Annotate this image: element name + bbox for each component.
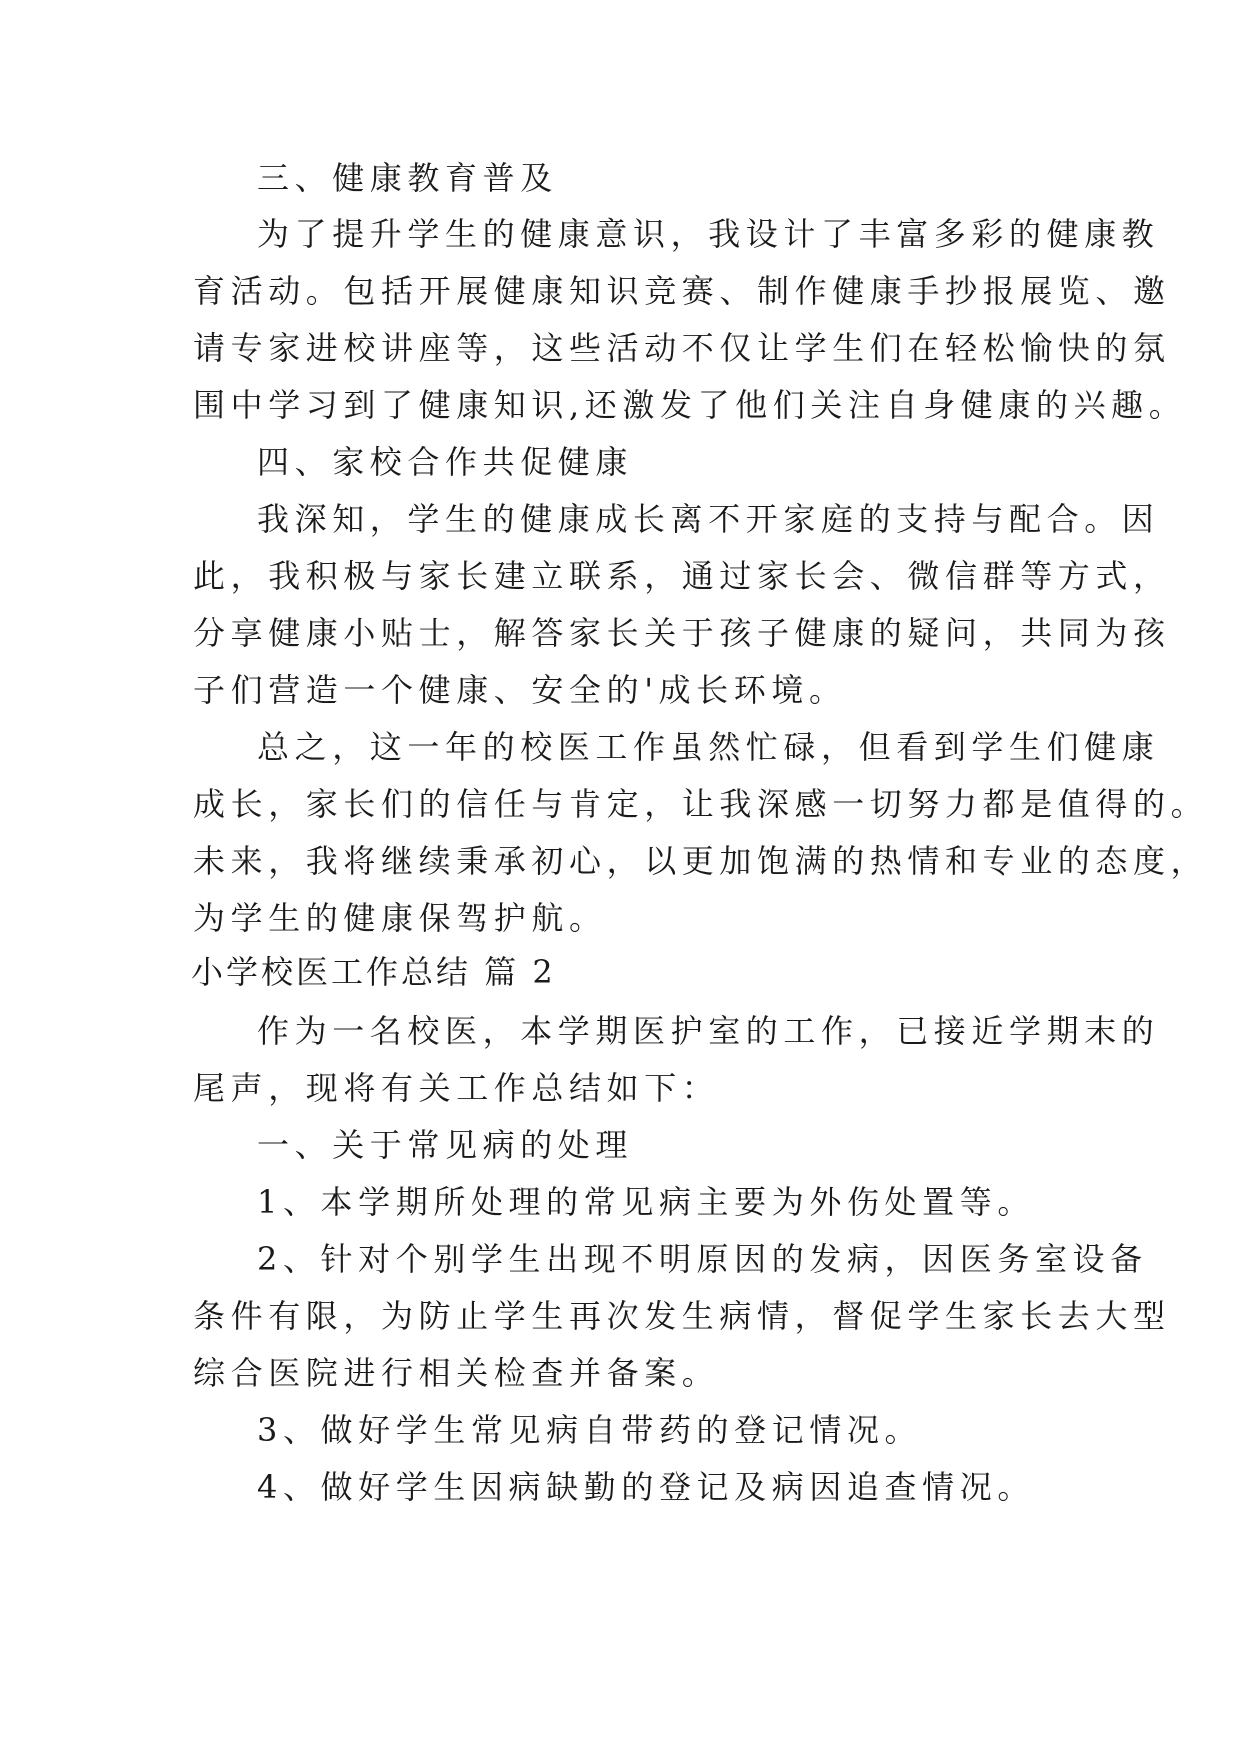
summary-para-line-4: 为学生的健康保驾护航。	[193, 899, 607, 937]
section3-para-line-3: 请专家进校讲座等，这些活动不仅让学生们在轻松愉快的氛	[193, 329, 1171, 367]
summary-para-line-3: 未来，我将继续秉承初心，以更加饱满的热情和专业的态度，	[193, 842, 1209, 880]
section3-para-line-4: 围中学习到了健康知识,还激发了他们关注自身健康的兴趣。	[193, 386, 1187, 424]
section4-para-line-3: 分享健康小贴士，解答家长关于孩子健康的疑问，共同为孩	[193, 614, 1171, 652]
section3-para-line-1: 为了提升学生的健康意识，我设计了丰富多彩的健康教	[257, 215, 1160, 253]
item2-line-2: 条件有限，为防止学生再次发生病情，督促学生家长去大型	[193, 1297, 1171, 1335]
section4-para-line-4: 子们营造一个健康、安全的'成长环境。	[193, 671, 847, 709]
item2-line-3: 综合医院进行相关检查并备案。	[193, 1354, 720, 1392]
article2-title: 小学校医工作总结 篇 2	[191, 953, 556, 991]
section3-para-line-2: 育活动。包括开展健康知识竞赛、制作健康手抄报展览、邀	[193, 272, 1171, 310]
section3-heading: 三、健康教育普及	[257, 159, 558, 197]
item3: 3、做好学生常见病自带药的登记情况。	[257, 1411, 923, 1449]
section4-para-line-2: 此，我积极与家长建立联系，通过家长会、微信群等方式，	[193, 557, 1171, 595]
summary-para-line-1: 总之，这一年的校医工作虽然忙碌，但看到学生们健康	[257, 728, 1160, 766]
item4: 4、做好学生因病缺勤的登记及病因追查情况。	[257, 1468, 1035, 1506]
item1: 1、本学期所处理的常见病主要为外伤处置等。	[257, 1183, 1035, 1221]
item2-line-1: 2、针对个别学生出现不明原因的发病，因医务室设备	[257, 1240, 1148, 1278]
intro-para-line-2: 尾声，现将有关工作总结如下：	[193, 1069, 720, 1107]
intro-para-line-1: 作为一名校医，本学期医护室的工作，已接近学期末的	[257, 1012, 1160, 1050]
summary-para-line-2: 成长，家长们的信任与肯定，让我深感一切努力都是值得的。	[193, 785, 1209, 823]
section1-heading: 一、关于常见病的处理	[257, 1126, 634, 1164]
section4-heading: 四、家校合作共促健康	[257, 443, 634, 481]
section4-para-line-1: 我深知，学生的健康成长离不开家庭的支持与配合。因	[257, 500, 1160, 538]
